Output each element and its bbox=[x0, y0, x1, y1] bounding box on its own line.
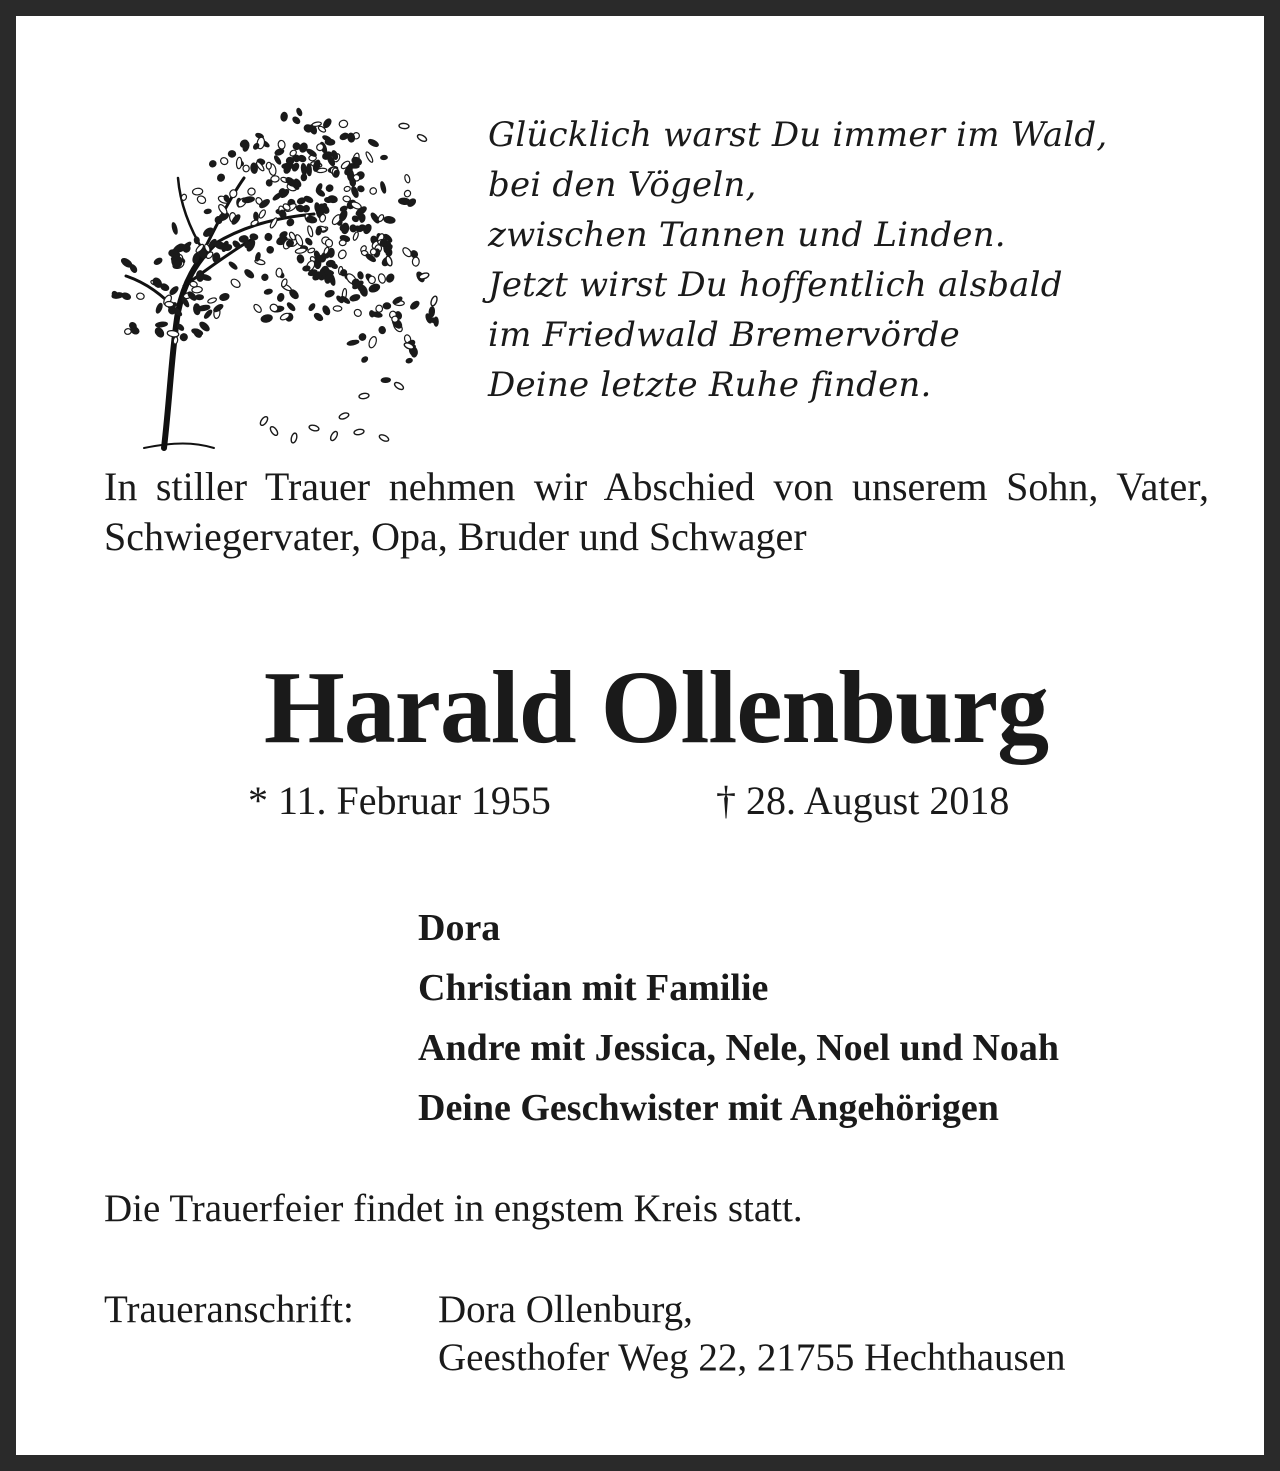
leaf bbox=[121, 292, 131, 301]
mourner: Andre mit Jessica, Nele, Noel und Noah bbox=[418, 1027, 1060, 1069]
leaf bbox=[228, 261, 238, 270]
poem-line: zwischen Tannen und Linden. bbox=[488, 215, 1006, 255]
falling-leaf bbox=[399, 123, 409, 129]
leaf bbox=[160, 283, 170, 292]
leaf bbox=[124, 328, 132, 335]
leaf bbox=[236, 157, 242, 169]
leaf bbox=[409, 300, 420, 311]
leaf bbox=[264, 289, 273, 295]
poem-line: Jetzt wirst Du hoffentlich alsbald bbox=[488, 265, 1063, 305]
falling-leaf bbox=[269, 425, 279, 436]
leaf bbox=[171, 244, 181, 255]
poem-line: im Friedwald Bremervörde bbox=[488, 315, 960, 355]
leaf bbox=[202, 226, 214, 238]
leaf bbox=[330, 263, 338, 270]
leaf bbox=[365, 151, 374, 163]
mourner: Christian mit Familie bbox=[418, 967, 769, 1009]
leaf bbox=[368, 283, 381, 294]
mourners-list bbox=[418, 898, 1059, 1138]
leaf bbox=[296, 108, 303, 117]
tree-icon bbox=[104, 86, 454, 454]
leaf bbox=[337, 249, 348, 260]
leaf bbox=[258, 209, 267, 219]
leaf bbox=[380, 181, 387, 193]
leaf bbox=[411, 349, 417, 357]
mourner: Deine Geschwister mit Angehörigen bbox=[418, 1087, 999, 1129]
falling-leaf bbox=[359, 393, 370, 400]
leaf bbox=[308, 303, 316, 312]
leaf bbox=[307, 164, 312, 176]
death-date: † 28. August 2018 bbox=[716, 778, 1010, 823]
leaf bbox=[349, 294, 360, 302]
leaf bbox=[358, 332, 367, 341]
leaf bbox=[242, 196, 255, 203]
leaf bbox=[155, 321, 167, 327]
leaf bbox=[352, 231, 359, 241]
leaf bbox=[381, 155, 388, 159]
leaf bbox=[277, 293, 285, 302]
leaf bbox=[196, 271, 203, 282]
leaf bbox=[261, 273, 270, 282]
leaf bbox=[434, 317, 438, 326]
leaf bbox=[155, 303, 163, 314]
leaf bbox=[207, 297, 217, 304]
falling-leaf bbox=[308, 424, 319, 432]
leaf bbox=[243, 165, 249, 172]
leaf bbox=[136, 292, 145, 300]
leaf bbox=[273, 155, 281, 165]
leaf bbox=[353, 308, 363, 318]
leaf bbox=[269, 217, 278, 229]
falling-leaf bbox=[354, 429, 365, 436]
leaf bbox=[260, 314, 272, 323]
leaf bbox=[219, 156, 229, 165]
leaf bbox=[267, 246, 274, 253]
falling-leaf bbox=[329, 430, 339, 441]
leaf bbox=[196, 295, 204, 300]
leaf bbox=[165, 301, 174, 307]
leaf bbox=[325, 239, 333, 248]
falling-leaf bbox=[259, 415, 269, 426]
leaf bbox=[403, 189, 412, 198]
leaf bbox=[284, 176, 296, 188]
leaf bbox=[155, 328, 161, 335]
address bbox=[438, 1286, 1066, 1382]
leaf bbox=[315, 226, 322, 235]
leaf bbox=[429, 307, 435, 318]
leaf bbox=[277, 140, 285, 150]
leaf bbox=[264, 233, 272, 242]
leaf bbox=[339, 240, 346, 246]
leaf bbox=[295, 247, 307, 254]
leaf bbox=[386, 249, 392, 257]
leaf bbox=[325, 139, 335, 145]
leaf bbox=[412, 257, 419, 266]
leaf bbox=[340, 225, 347, 232]
leaf bbox=[392, 316, 399, 322]
leaf bbox=[228, 150, 236, 157]
leaf bbox=[173, 337, 178, 345]
leaf bbox=[179, 333, 188, 342]
falling-leaf bbox=[430, 295, 438, 306]
leaf bbox=[357, 271, 364, 279]
leaf bbox=[324, 289, 335, 298]
leaf bbox=[347, 339, 359, 346]
leaf bbox=[369, 186, 378, 195]
falling-leaf bbox=[416, 133, 427, 143]
ceremony-note: Die Trauerfeier findet in engstem Kreis statt. bbox=[104, 1187, 803, 1230]
leaf bbox=[153, 257, 163, 266]
leaf bbox=[239, 235, 248, 242]
leaf bbox=[276, 268, 282, 277]
leaf bbox=[313, 312, 324, 322]
leaf bbox=[385, 273, 395, 284]
leaf bbox=[292, 116, 301, 125]
leaf bbox=[377, 214, 385, 223]
leaf bbox=[358, 284, 368, 297]
leaf bbox=[378, 326, 386, 334]
leaf bbox=[194, 237, 200, 244]
mourner: Dora bbox=[418, 907, 501, 949]
leaf bbox=[216, 173, 226, 183]
leaf bbox=[280, 112, 287, 121]
leaf bbox=[325, 184, 334, 193]
leaf bbox=[344, 186, 351, 192]
deceased-name: Harald Ollenburg bbox=[263, 650, 1049, 765]
leaf bbox=[213, 303, 224, 313]
falling-leaf bbox=[378, 433, 389, 442]
falling-leaf bbox=[338, 412, 349, 420]
leaf bbox=[367, 138, 379, 148]
leaf bbox=[129, 264, 138, 274]
leaf bbox=[404, 174, 411, 183]
leaf bbox=[368, 336, 378, 349]
leaf bbox=[230, 278, 242, 290]
leaf bbox=[383, 303, 390, 309]
falling-leaf bbox=[393, 381, 404, 391]
poem-line: Glücklich warst Du immer im Wald, bbox=[488, 115, 1108, 155]
leaf bbox=[286, 302, 296, 312]
intro-text: In stiller Trauer nehmen wir Abschied von unserem Sohn, Vater, Schwiegervater, Opa, Bruder und Schwager bbox=[104, 464, 1209, 559]
poem-line: Deine letzte Ruhe finden. bbox=[488, 365, 932, 405]
leaf bbox=[381, 378, 390, 383]
leaf bbox=[361, 356, 369, 364]
leaf bbox=[369, 310, 375, 317]
leaf bbox=[377, 273, 386, 284]
leaf bbox=[243, 268, 255, 279]
leaf bbox=[296, 205, 305, 213]
leaf bbox=[368, 276, 375, 284]
birth-date: * 11. Februar 1955 bbox=[248, 778, 551, 823]
leaf bbox=[304, 237, 313, 246]
address-label: Traueranschrift: bbox=[104, 1288, 354, 1331]
poem bbox=[488, 110, 1248, 410]
address-line: Geesthofer Weg 22, 21755 Hechthausen bbox=[438, 1336, 1066, 1379]
leaf bbox=[384, 216, 396, 224]
leaf bbox=[189, 281, 198, 288]
leaf bbox=[315, 258, 321, 269]
leaf bbox=[213, 253, 221, 263]
leaf bbox=[322, 305, 332, 316]
leaf bbox=[406, 358, 413, 364]
leaf bbox=[169, 285, 180, 295]
leaf bbox=[171, 222, 178, 234]
leaf bbox=[219, 293, 230, 302]
leaf bbox=[192, 188, 203, 196]
leaf bbox=[252, 303, 262, 314]
leaf bbox=[339, 120, 348, 128]
address-line: Dora Ollenburg, bbox=[438, 1288, 693, 1331]
leaf bbox=[247, 188, 255, 196]
leaf bbox=[196, 195, 207, 205]
leaf bbox=[204, 209, 212, 214]
leaf bbox=[266, 162, 271, 169]
leaf bbox=[333, 306, 342, 311]
leaf bbox=[301, 174, 307, 181]
leaf bbox=[297, 254, 305, 263]
leaf bbox=[271, 176, 280, 183]
leaf bbox=[307, 225, 314, 237]
poem-line: bei den Vögeln, bbox=[488, 165, 757, 205]
falling-leaf bbox=[290, 432, 298, 443]
leaf bbox=[301, 163, 307, 175]
leaf bbox=[208, 160, 217, 168]
leaf bbox=[376, 305, 383, 312]
